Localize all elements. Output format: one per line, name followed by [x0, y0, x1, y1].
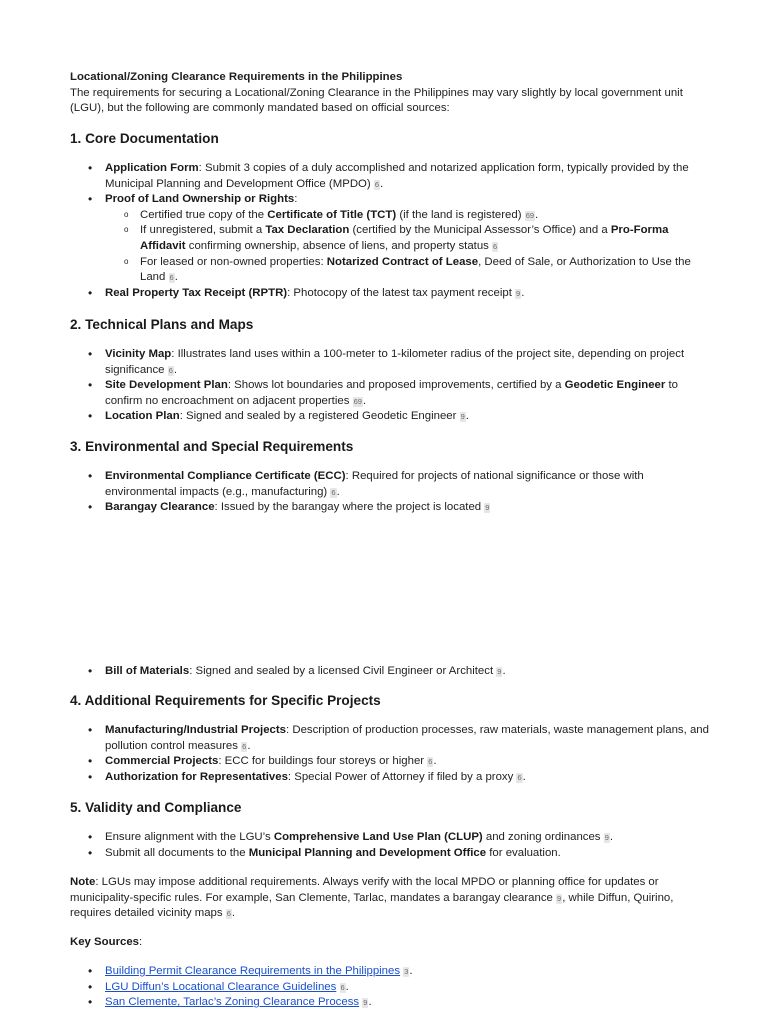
citation-badge[interactable]: 6	[169, 273, 174, 283]
citation-badge[interactable]: 9	[460, 412, 465, 422]
section-3-list-continued	[70, 664, 710, 680]
intro-paragraph: The requirements for securing a Locational/Zoning Clearance in the Philippines may vary slightly by local government unit (LGU), but the following are commonly mandated based on official sources:	[70, 86, 683, 115]
list-item: • Ensure alignment with the LGU’s Comprehensive Land Use Plan (CLUP) and zoning ordinances 9.	[105, 830, 710, 846]
citation-badge[interactable]: 6	[226, 909, 231, 919]
list-item: o Certified true copy of the Certificate of Title (TCT) (if the land is registered) 69.	[140, 208, 710, 224]
source-link[interactable]: San Clemente, Tarlac’s Zoning Clearance Process	[105, 996, 360, 1009]
section-heading: 5. Validity and Compliance	[70, 800, 242, 815]
key-sources-list	[70, 964, 710, 1011]
section-5-list	[70, 830, 710, 861]
citation-badge[interactable]: 6	[428, 757, 433, 767]
citation-badge[interactable]: 6	[517, 772, 522, 782]
bullet-list	[70, 830, 710, 861]
list-item: • Site Development Plan: Shows lot boundaries and proposed improvements, certified by a Geodetic Engineer to confirm no encroachment on adjacent properties 69.	[105, 378, 710, 409]
section-heading: 1. Core Documentation	[70, 131, 219, 146]
list-item: • Real Property Tax Receipt (RPTR): Photocopy of the latest tax payment receipt 9.	[105, 286, 710, 302]
section-heading: 3. Environmental and Special Requirements	[70, 439, 354, 454]
citation-badge[interactable]: 6	[493, 241, 498, 251]
citation-badge[interactable]: 9	[604, 833, 609, 842]
bullet-list	[70, 964, 710, 1011]
bullet-list	[70, 469, 710, 516]
intro-block	[70, 70, 710, 117]
key-sources-label: Key Sources:	[70, 936, 143, 948]
section-heading: 4. Additional Requirements for Specific Projects	[70, 693, 381, 708]
bullet-list	[70, 161, 710, 301]
list-item: • Bill of Materials: Signed and sealed by a licensed Civil Engineer or Architect 9.	[105, 664, 710, 680]
source-link[interactable]: Building Permit Clearance Requirements in the Philippines	[105, 965, 401, 977]
citation-badge[interactable]: 3	[404, 967, 409, 976]
citation-badge[interactable]: 69	[525, 210, 535, 220]
citation-badge[interactable]: 6	[168, 365, 173, 375]
bullet-list	[70, 347, 710, 425]
section-environmental	[70, 438, 710, 456]
section-validity	[70, 799, 710, 817]
list-item: • Manufacturing/Industrial Projects: Description of production processes, raw materials, waste management plans, and pollution control measures 6.	[105, 723, 710, 754]
list-item: • Building Permit Clearance Requirements in the Philippines 3.	[105, 964, 710, 980]
section-3-list	[70, 469, 710, 516]
note-paragraph: Note: LGUs may impose additional requirements. Always verify with the local MPDO or planning office for updates or municipality-specific rules. For example, San Clemente, Tarlac, mandates a barangay clearance 9, while Diffun, Quirino, requires detailed vicinity maps 6.	[70, 876, 674, 920]
bullet-list	[70, 723, 710, 785]
list-item: o If unregistered, submit a Tax Declaration (certified by the Municipal Assessor’s Office) and a Pro-Forma Affidavit confirming ownership, absence of liens, and property status 6	[140, 223, 710, 254]
list-item: • Vicinity Map: Illustrates land uses within a 100-meter to 1-kilometer radius of the project site, depending on project significance 6.	[105, 347, 710, 378]
section-1-list	[70, 161, 710, 301]
citation-badge[interactable]: 6	[340, 982, 345, 992]
citation-badge[interactable]: 9	[516, 288, 521, 298]
citation-badge[interactable]: 6	[242, 741, 247, 751]
list-item: • Barangay Clearance: Issued by the barangay where the project is located 9	[105, 500, 710, 516]
citation-badge[interactable]: 9	[557, 893, 562, 903]
sub-list	[105, 208, 710, 286]
section-4-list	[70, 723, 710, 785]
list-item: • LGU Diffun’s Locational Clearance Guidelines 6.	[105, 980, 710, 996]
section-heading: 2. Technical Plans and Maps	[70, 317, 254, 332]
citation-badge[interactable]: 9	[363, 998, 368, 1008]
section-core-documentation	[70, 130, 710, 148]
list-item: • Commercial Projects: ECC for buildings four storeys or higher 6.	[105, 754, 710, 770]
list-item: • Location Plan: Signed and sealed by a registered Geodetic Engineer 9.	[105, 409, 710, 425]
citation-badge[interactable]: 6	[374, 179, 380, 189]
document-title: Locational/Zoning Clearance Requirements in the Philippines	[70, 71, 403, 83]
section-technical-plans	[70, 316, 710, 334]
list-item: • San Clemente, Tarlac’s Zoning Clearance Process 9.	[105, 995, 710, 1011]
bullet-list	[70, 664, 710, 680]
list-item: • Environmental Compliance Certificate (ECC): Required for projects of national significance or those with environmental impacts (e.g., manufacturing) 6.	[105, 469, 710, 500]
list-item: • Authorization for Representatives: Special Power of Attorney if filed by a proxy 6.	[105, 770, 710, 786]
section-2-list	[70, 347, 710, 425]
list-item: • Submit all documents to the Municipal Planning and Development Office for evaluation.	[105, 846, 710, 862]
citation-badge[interactable]: 6	[331, 487, 336, 497]
citation-badge[interactable]: 9	[485, 503, 490, 513]
list-item: • Proof of Land Ownership or Rights: o Certified true copy of the Certificate of Title (TCT) (if the land is registered) 69. o If unregistered, submit a Tax Declaration (certified by the Municipal Assessor’s Office) and a Pro-Forma Affidavit confirming ownership, absence of liens, and property status 6 o For leased or non-owned properties: Notarized Contract of Lease, Deed of Sale, or Authorization to Use the Land 6.	[105, 192, 710, 286]
citation-badge[interactable]: 9	[497, 667, 502, 676]
list-item: • Application Form: Submit 3 copies of a duly accomplished and notarized application form, typically provided by the Municipal Planning and Development Office (MPDO) 6.	[105, 161, 710, 192]
citation-badge[interactable]: 69	[353, 396, 362, 406]
section-additional-requirements	[70, 692, 710, 710]
source-link[interactable]: LGU Diffun’s Locational Clearance Guidelines	[105, 980, 337, 993]
list-item: o For leased or non-owned properties: Notarized Contract of Lease, Deed of Sale, or Authorization to Use the Land 6.	[140, 255, 710, 286]
